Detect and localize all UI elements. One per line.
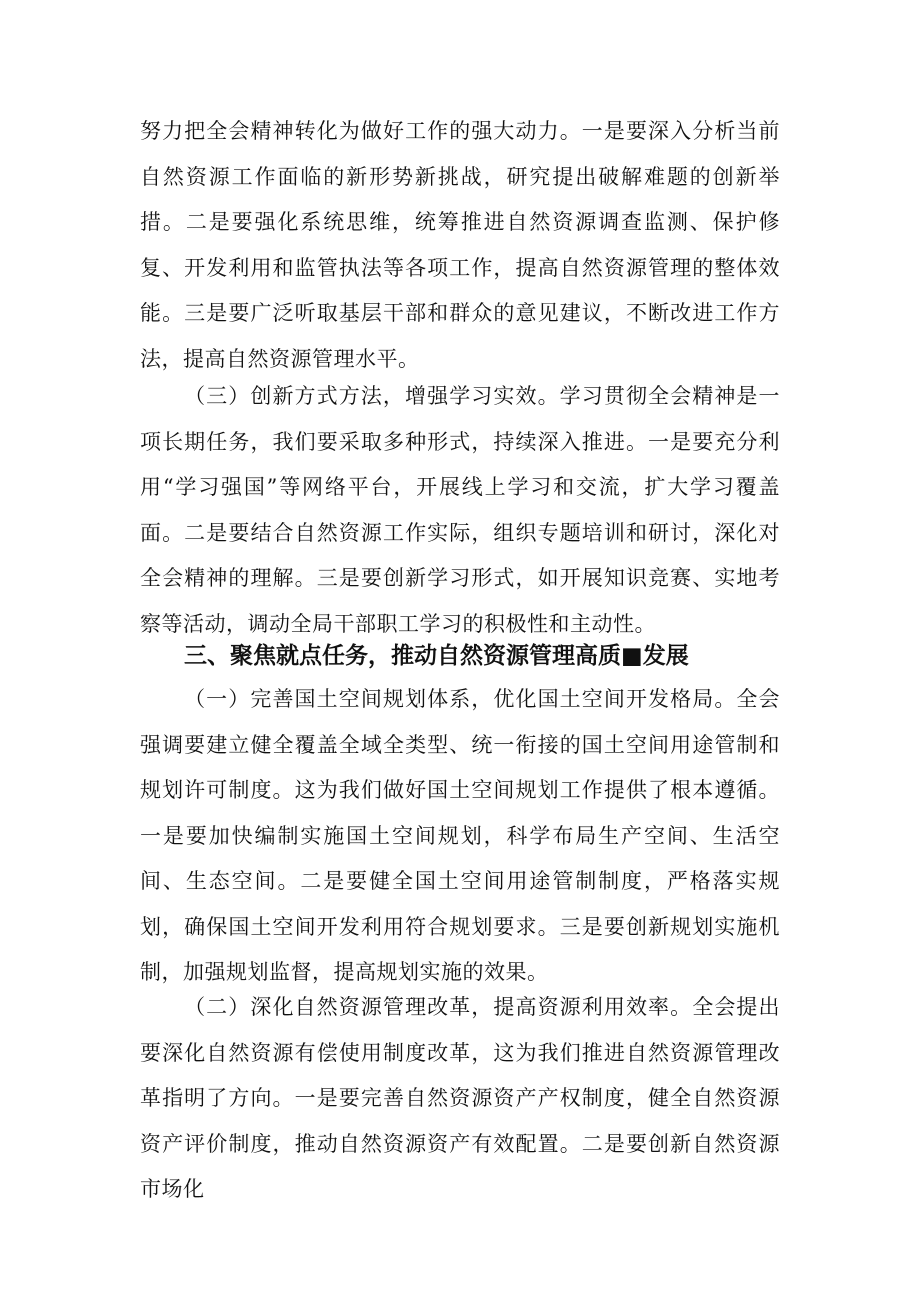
paragraph-continuation: 努力把全会精神转化为做好工作的强大动力。一是要深入分析当前自然资源工作面临的新形势新挑战，研究提出破解难题的创新举措。二是要强化系统思维，统筹推进自然资源调查监测、保护修复、开发利用和监管执法等各项工作，提高自然资源管理的整体效能。三是要广泛听取基层干部和群众的意见建议，不断改进工作方法，提高自然资源管理水平。 [140,119,780,371]
paragraph-spatial-planning: （一）完善国土空间规划体系，优化国土空间开发格局。全会强调要建立健全覆盖全域全类型、统一衔接的国土空间用途管制和规划许可制度。这为我们做好国土空间规划工作提供了根本遵循。一是要加快编制实施国土空间规划，科学布局生产空间、生活空间、生态空间。二是要健全国土空间用途管制制度，严格落实规划，确保国土空间开发利用符合规划要求。三是要创新规划实施机制，加强规划监督，提高规划实施的效果。 [140,687,780,984]
section-heading: 三、聚焦就点任务，推动自然资源管理高质■发展 [184,643,689,669]
paragraph-resource-reform: （二）深化自然资源管理改革，提高资源利用效率。全会提出要深化自然资源有偿使用制度改革，这为我们推进自然资源管理改革指明了方向。一是要完善自然资源资产产权制度，健全自然资源资产评价制度，推动自然资源资产有效配置。二是要创新自然资源市场化 [140,995,780,1201]
paragraph-innovate-methods: （三）创新方式方法，增强学习实效。学习贯彻全会精神是一项长期任务，我们要采取多种形式，持续深入推进。一是要充分利用“学习强国”等网络平台，开展线上学习和交流，扩大学习覆盖面。二是要结合自然资源工作实际，组织专题培训和研讨，深化对全会精神的理解。三是要创新学习形式，如开展知识竞赛、实地考察等活动，调动全局干部职工学习的积极性和主动性。 [140,384,780,636]
